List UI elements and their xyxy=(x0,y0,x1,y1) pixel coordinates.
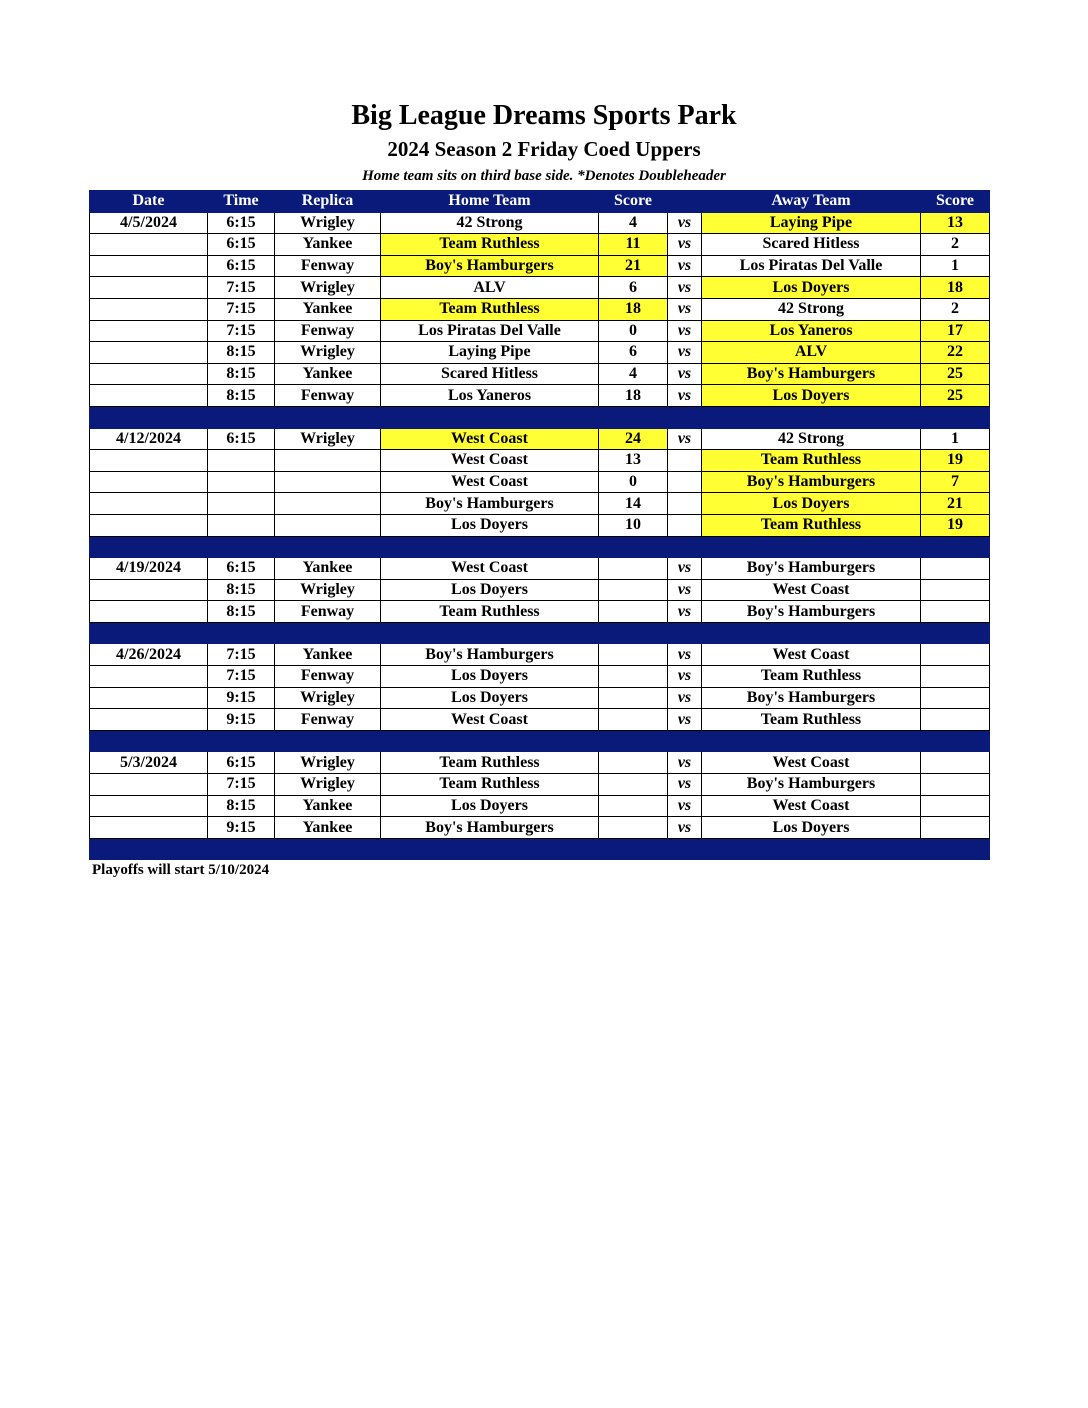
table-row xyxy=(90,320,990,342)
cell-vs xyxy=(668,493,702,515)
cell-home-score: 18 xyxy=(599,385,668,407)
cell-time: 7:15 xyxy=(208,666,275,688)
cell-away-team: West Coast xyxy=(702,752,921,774)
cell-time: 7:15 xyxy=(208,298,275,320)
cell-home-team: Scared Hitless xyxy=(381,363,599,385)
cell-date xyxy=(90,666,208,688)
cell-home-team: Team Ruthless xyxy=(381,774,599,796)
cell-time: 6:15 xyxy=(208,212,275,234)
cell-away-team: Boy's Hamburgers xyxy=(702,687,921,709)
cell-away-team: Laying Pipe xyxy=(702,212,921,234)
cell-home-team: Los Doyers xyxy=(381,579,599,601)
cell-time xyxy=(208,493,275,515)
separator-cell xyxy=(921,622,990,644)
cell-away-score xyxy=(921,666,990,688)
cell-replica: Wrigley xyxy=(275,579,381,601)
cell-replica: Fenway xyxy=(275,666,381,688)
table-row xyxy=(90,817,990,839)
cell-away-score: 21 xyxy=(921,493,990,515)
cell-home-score: 10 xyxy=(599,514,668,536)
separator-cell xyxy=(381,730,599,752)
separator-cell xyxy=(90,622,208,644)
cell-replica: Wrigley xyxy=(275,687,381,709)
separator-cell xyxy=(208,730,275,752)
cell-time: 6:15 xyxy=(208,428,275,450)
cell-replica: Yankee xyxy=(275,644,381,666)
table-row xyxy=(90,752,990,774)
cell-replica: Fenway xyxy=(275,709,381,731)
cell-away-score xyxy=(921,817,990,839)
separator-cell xyxy=(208,406,275,428)
separator-cell xyxy=(702,838,921,860)
cell-home-team: Laying Pipe xyxy=(381,342,599,364)
cell-away-team: Team Ruthless xyxy=(702,709,921,731)
cell-home-team: West Coast xyxy=(381,471,599,493)
cell-vs: vs xyxy=(668,558,702,580)
cell-time: 6:15 xyxy=(208,752,275,774)
cell-home-team: Team Ruthless xyxy=(381,601,599,623)
cell-vs: vs xyxy=(668,234,702,256)
playoffs-note: Playoffs will start 5/10/2024 xyxy=(92,862,270,878)
cell-away-team: West Coast xyxy=(702,644,921,666)
cell-vs: vs xyxy=(668,385,702,407)
cell-home-team: West Coast xyxy=(381,709,599,731)
cell-replica: Wrigley xyxy=(275,752,381,774)
cell-home-team: West Coast xyxy=(381,450,599,472)
week-separator-row xyxy=(90,536,990,558)
cell-replica xyxy=(275,450,381,472)
cell-home-team: Team Ruthless xyxy=(381,234,599,256)
cell-vs: vs xyxy=(668,212,702,234)
cell-home-team: Los Yaneros xyxy=(381,385,599,407)
separator-cell xyxy=(275,838,381,860)
separator-cell xyxy=(90,536,208,558)
cell-home-score: 0 xyxy=(599,471,668,493)
separator-cell xyxy=(208,838,275,860)
separator-cell xyxy=(275,730,381,752)
separator-cell xyxy=(702,406,921,428)
cell-home-score: 24 xyxy=(599,428,668,450)
page-title: Big League Dreams Sports Park xyxy=(351,100,737,131)
separator-cell xyxy=(381,838,599,860)
cell-date xyxy=(90,579,208,601)
table-row xyxy=(90,774,990,796)
cell-away-team: Los Doyers xyxy=(702,817,921,839)
page-subtitle: 2024 Season 2 Friday Coed Uppers xyxy=(387,137,701,161)
table-row xyxy=(90,601,990,623)
cell-time: 9:15 xyxy=(208,709,275,731)
cell-home-team: Team Ruthless xyxy=(381,752,599,774)
cell-vs: vs xyxy=(668,277,702,299)
cell-home-score xyxy=(599,601,668,623)
table-row xyxy=(90,709,990,731)
cell-time: 7:15 xyxy=(208,277,275,299)
cell-home-score: 21 xyxy=(599,255,668,277)
cell-vs: vs xyxy=(668,795,702,817)
separator-cell xyxy=(599,536,668,558)
cell-vs: vs xyxy=(668,687,702,709)
cell-home-score: 13 xyxy=(599,450,668,472)
cell-date xyxy=(90,817,208,839)
table-row xyxy=(90,471,990,493)
cell-time: 8:15 xyxy=(208,363,275,385)
col-header-vs xyxy=(668,191,702,213)
cell-away-score xyxy=(921,795,990,817)
separator-cell xyxy=(921,730,990,752)
cell-date xyxy=(90,493,208,515)
cell-home-score xyxy=(599,644,668,666)
cell-away-score: 1 xyxy=(921,255,990,277)
cell-date xyxy=(90,277,208,299)
cell-away-score xyxy=(921,644,990,666)
separator-cell xyxy=(668,622,702,644)
cell-date xyxy=(90,320,208,342)
cell-date xyxy=(90,342,208,364)
cell-away-score xyxy=(921,601,990,623)
cell-home-team: Los Piratas Del Valle xyxy=(381,320,599,342)
cell-vs xyxy=(668,471,702,493)
cell-time: 7:15 xyxy=(208,320,275,342)
cell-vs: vs xyxy=(668,817,702,839)
cell-away-team: Los Yaneros xyxy=(702,320,921,342)
cell-home-team: Boy's Hamburgers xyxy=(381,817,599,839)
cell-replica: Wrigley xyxy=(275,212,381,234)
cell-date xyxy=(90,601,208,623)
cell-away-score: 2 xyxy=(921,234,990,256)
header-row xyxy=(90,191,990,213)
cell-away-score xyxy=(921,774,990,796)
cell-replica: Yankee xyxy=(275,363,381,385)
cell-away-score xyxy=(921,687,990,709)
cell-date xyxy=(90,687,208,709)
cell-away-team: Team Ruthless xyxy=(702,514,921,536)
cell-away-team: 42 Strong xyxy=(702,298,921,320)
cell-home-score: 0 xyxy=(599,320,668,342)
cell-home-team: Boy's Hamburgers xyxy=(381,255,599,277)
separator-cell xyxy=(702,622,921,644)
cell-time: 8:15 xyxy=(208,385,275,407)
separator-cell xyxy=(668,730,702,752)
cell-away-team: West Coast xyxy=(702,795,921,817)
cell-replica: Wrigley xyxy=(275,774,381,796)
separator-cell xyxy=(90,730,208,752)
cell-date xyxy=(90,450,208,472)
cell-replica: Yankee xyxy=(275,558,381,580)
cell-replica xyxy=(275,514,381,536)
cell-vs: vs xyxy=(668,752,702,774)
cell-vs: vs xyxy=(668,709,702,731)
cell-home-score: 4 xyxy=(599,212,668,234)
table-row xyxy=(90,363,990,385)
cell-time: 9:15 xyxy=(208,687,275,709)
cell-date: 4/5/2024 xyxy=(90,212,208,234)
cell-home-score xyxy=(599,687,668,709)
cell-away-score: 25 xyxy=(921,385,990,407)
table-row xyxy=(90,277,990,299)
separator-cell xyxy=(668,838,702,860)
cell-vs: vs xyxy=(668,255,702,277)
cell-date: 4/26/2024 xyxy=(90,644,208,666)
separator-cell xyxy=(275,622,381,644)
cell-home-score xyxy=(599,709,668,731)
cell-time: 9:15 xyxy=(208,817,275,839)
cell-replica xyxy=(275,493,381,515)
cell-vs: vs xyxy=(668,298,702,320)
cell-replica: Fenway xyxy=(275,385,381,407)
cell-time: 8:15 xyxy=(208,795,275,817)
cell-time: 8:15 xyxy=(208,579,275,601)
schedule-body xyxy=(90,212,990,860)
table-row xyxy=(90,687,990,709)
cell-away-team: Los Doyers xyxy=(702,277,921,299)
cell-home-score: 14 xyxy=(599,493,668,515)
cell-away-score: 2 xyxy=(921,298,990,320)
cell-home-team: Boy's Hamburgers xyxy=(381,493,599,515)
week-separator-row xyxy=(90,838,990,860)
separator-cell xyxy=(90,838,208,860)
cell-away-team: Boy's Hamburgers xyxy=(702,558,921,580)
separator-cell xyxy=(275,406,381,428)
cell-time: 6:15 xyxy=(208,255,275,277)
cell-home-score: 18 xyxy=(599,298,668,320)
separator-cell xyxy=(208,536,275,558)
separator-cell xyxy=(921,838,990,860)
cell-away-score: 19 xyxy=(921,450,990,472)
table-row xyxy=(90,234,990,256)
cell-time: 8:15 xyxy=(208,601,275,623)
cell-replica: Fenway xyxy=(275,255,381,277)
cell-date xyxy=(90,363,208,385)
cell-away-team: Los Doyers xyxy=(702,385,921,407)
separator-cell xyxy=(275,536,381,558)
cell-home-score xyxy=(599,752,668,774)
cell-home-score xyxy=(599,558,668,580)
table-row xyxy=(90,666,990,688)
table-row xyxy=(90,385,990,407)
table-row xyxy=(90,450,990,472)
cell-time xyxy=(208,471,275,493)
week-separator-row xyxy=(90,730,990,752)
cell-time: 8:15 xyxy=(208,342,275,364)
table-row xyxy=(90,428,990,450)
cell-home-score: 11 xyxy=(599,234,668,256)
separator-cell xyxy=(599,838,668,860)
cell-date xyxy=(90,234,208,256)
cell-away-score: 1 xyxy=(921,428,990,450)
cell-home-team: Los Doyers xyxy=(381,514,599,536)
cell-away-team: Scared Hitless xyxy=(702,234,921,256)
separator-cell xyxy=(668,406,702,428)
cell-home-score xyxy=(599,795,668,817)
table-row xyxy=(90,579,990,601)
cell-date xyxy=(90,255,208,277)
cell-date: 4/19/2024 xyxy=(90,558,208,580)
table-row xyxy=(90,255,990,277)
cell-home-score xyxy=(599,817,668,839)
table-row xyxy=(90,514,990,536)
cell-away-score: 13 xyxy=(921,212,990,234)
col-header-home-score: Score xyxy=(599,191,668,213)
schedule-note: Home team sits on third base side. *Denotes Doubleheader xyxy=(362,168,726,184)
cell-time: 7:15 xyxy=(208,644,275,666)
cell-home-team: ALV xyxy=(381,277,599,299)
separator-cell xyxy=(921,406,990,428)
table-row xyxy=(90,795,990,817)
separator-cell xyxy=(90,406,208,428)
cell-home-score xyxy=(599,774,668,796)
cell-home-score: 6 xyxy=(599,342,668,364)
week-separator-row xyxy=(90,406,990,428)
cell-date: 4/12/2024 xyxy=(90,428,208,450)
separator-cell xyxy=(381,622,599,644)
cell-away-team: Boy's Hamburgers xyxy=(702,471,921,493)
cell-away-team: West Coast xyxy=(702,579,921,601)
table-row xyxy=(90,342,990,364)
cell-replica: Yankee xyxy=(275,817,381,839)
cell-vs: vs xyxy=(668,579,702,601)
cell-date xyxy=(90,471,208,493)
cell-away-score: 22 xyxy=(921,342,990,364)
cell-vs: vs xyxy=(668,428,702,450)
cell-home-team: Los Doyers xyxy=(381,666,599,688)
cell-away-team: Los Piratas Del Valle xyxy=(702,255,921,277)
cell-away-team: Boy's Hamburgers xyxy=(702,774,921,796)
cell-vs xyxy=(668,450,702,472)
cell-away-score: 18 xyxy=(921,277,990,299)
cell-replica: Wrigley xyxy=(275,428,381,450)
separator-cell xyxy=(381,536,599,558)
table-row xyxy=(90,493,990,515)
cell-vs xyxy=(668,514,702,536)
cell-vs: vs xyxy=(668,774,702,796)
separator-cell xyxy=(921,536,990,558)
cell-home-team: 42 Strong xyxy=(381,212,599,234)
cell-date xyxy=(90,514,208,536)
cell-away-team: 42 Strong xyxy=(702,428,921,450)
cell-time xyxy=(208,514,275,536)
separator-cell xyxy=(668,536,702,558)
cell-home-team: Los Doyers xyxy=(381,795,599,817)
col-header-date: Date xyxy=(90,191,208,213)
cell-time xyxy=(208,450,275,472)
cell-away-team: Boy's Hamburgers xyxy=(702,363,921,385)
col-header-away-team: Away Team xyxy=(702,191,921,213)
cell-replica: Fenway xyxy=(275,601,381,623)
cell-away-score: 25 xyxy=(921,363,990,385)
table-row xyxy=(90,644,990,666)
cell-date xyxy=(90,774,208,796)
cell-replica: Wrigley xyxy=(275,342,381,364)
cell-away-score: 19 xyxy=(921,514,990,536)
cell-date xyxy=(90,709,208,731)
cell-replica: Yankee xyxy=(275,795,381,817)
cell-vs: vs xyxy=(668,320,702,342)
cell-away-score: 7 xyxy=(921,471,990,493)
cell-home-team: West Coast xyxy=(381,428,599,450)
cell-home-team: Team Ruthless xyxy=(381,298,599,320)
col-header-replica: Replica xyxy=(275,191,381,213)
cell-away-team: Boy's Hamburgers xyxy=(702,601,921,623)
cell-home-score: 4 xyxy=(599,363,668,385)
cell-home-team: West Coast xyxy=(381,558,599,580)
cell-away-team: ALV xyxy=(702,342,921,364)
table-row xyxy=(90,558,990,580)
cell-away-team: Team Ruthless xyxy=(702,666,921,688)
cell-away-score: 17 xyxy=(921,320,990,342)
table-row xyxy=(90,212,990,234)
separator-cell xyxy=(702,730,921,752)
week-separator-row xyxy=(90,622,990,644)
cell-away-score xyxy=(921,579,990,601)
cell-home-score xyxy=(599,666,668,688)
cell-home-score: 6 xyxy=(599,277,668,299)
cell-vs: vs xyxy=(668,601,702,623)
col-header-home-team: Home Team xyxy=(381,191,599,213)
separator-cell xyxy=(381,406,599,428)
col-header-time: Time xyxy=(208,191,275,213)
cell-away-score xyxy=(921,709,990,731)
cell-date xyxy=(90,385,208,407)
cell-replica: Fenway xyxy=(275,320,381,342)
cell-home-team: Los Doyers xyxy=(381,687,599,709)
cell-away-team: Team Ruthless xyxy=(702,450,921,472)
separator-cell xyxy=(599,622,668,644)
cell-time: 6:15 xyxy=(208,558,275,580)
separator-cell xyxy=(599,730,668,752)
cell-away-score xyxy=(921,752,990,774)
col-header-away-score: Score xyxy=(921,191,990,213)
cell-replica: Yankee xyxy=(275,234,381,256)
cell-replica: Yankee xyxy=(275,298,381,320)
separator-cell xyxy=(599,406,668,428)
cell-date xyxy=(90,298,208,320)
schedule-table xyxy=(89,190,990,860)
cell-date xyxy=(90,795,208,817)
cell-replica: Wrigley xyxy=(275,277,381,299)
cell-replica xyxy=(275,471,381,493)
cell-time: 7:15 xyxy=(208,774,275,796)
cell-home-score xyxy=(599,579,668,601)
cell-vs: vs xyxy=(668,666,702,688)
cell-away-team: Los Doyers xyxy=(702,493,921,515)
cell-time: 6:15 xyxy=(208,234,275,256)
cell-home-team: Boy's Hamburgers xyxy=(381,644,599,666)
cell-vs: vs xyxy=(668,644,702,666)
separator-cell xyxy=(702,536,921,558)
cell-away-score xyxy=(921,558,990,580)
cell-date: 5/3/2024 xyxy=(90,752,208,774)
table-row xyxy=(90,298,990,320)
cell-vs: vs xyxy=(668,363,702,385)
cell-vs: vs xyxy=(668,342,702,364)
separator-cell xyxy=(208,622,275,644)
